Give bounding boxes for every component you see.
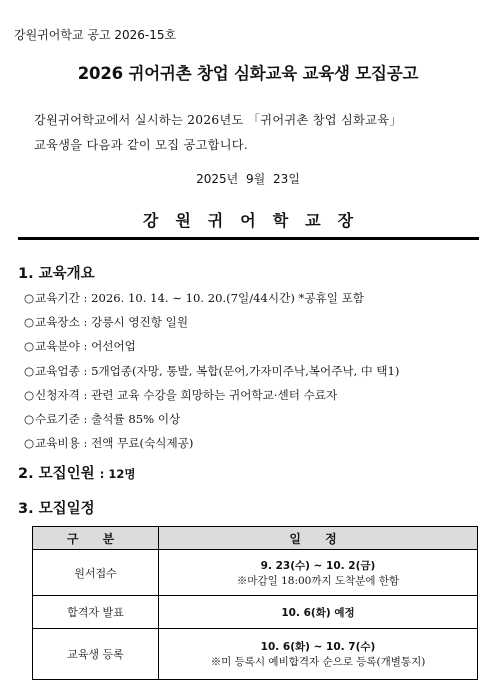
schedule-date: 9. 23(수) ~ 10. 2(금) [260, 559, 376, 572]
bullet-icon: ○ [24, 436, 35, 451]
bullet-icon: ○ [24, 315, 35, 330]
schedule-table [32, 526, 478, 680]
bullet-icon: ○ [24, 363, 35, 378]
list-item [24, 385, 482, 409]
intro-paragraph [34, 108, 480, 158]
schedule-date: 10. 6(화) ~ 10. 7(수) [260, 641, 376, 653]
notice-number: 강원귀어학교 공고 2026-15호 [14, 28, 177, 42]
table-header-row [33, 527, 478, 550]
list-item [24, 433, 482, 457]
list-item-text: 수료기준 : 출석률 85% 이상 [35, 411, 181, 426]
row-label: 교육생 등록 [33, 629, 159, 680]
list-item-text: 교육업종 : 5개업종(자망, 통발, 복합(문어,가자미주낙,복어주낙, 中 택1) [35, 363, 400, 378]
column-header-schedule: 일 정 [159, 527, 478, 550]
row-label: 합격자 발표 [33, 596, 159, 629]
schedule-note: ※미 등록시 예비합격자 순으로 등록(개별통지) [210, 656, 426, 668]
section-title: 2. 모집인원 [18, 466, 95, 482]
list-item [24, 312, 482, 336]
bullet-icon: ○ [24, 411, 35, 426]
page-title: 2026 귀어귀촌 창업 심화교육 교육생 모집공고 [77, 64, 419, 83]
section-heading-overview: 1. 교육개요 [18, 266, 95, 282]
list-item-text: 교육비용 : 전액 무료(숙식제공) [35, 436, 194, 451]
intro-line-1: 강원귀어학교에서 실시하는 2026년도 「귀어귀촌 창업 심화교육」 [34, 113, 402, 127]
row-schedule [159, 550, 478, 596]
intro-line-2: 교육생을 다음과 같이 모집 공고합니다. [34, 138, 249, 152]
section-heading-recruitment [18, 462, 135, 483]
list-item [24, 361, 482, 385]
row-schedule [159, 629, 478, 680]
row-label: 원서접수 [33, 550, 159, 596]
table-row [33, 596, 478, 629]
announcement-date: 2025년 9월 23일 [196, 172, 300, 186]
overview-list [24, 288, 482, 457]
list-item-text: 신청자격 : 관련 교육 수강을 희망하는 귀어학교·센터 수료자 [35, 387, 338, 402]
bullet-icon: ○ [24, 387, 35, 402]
divider-rule [18, 237, 479, 240]
bullet-icon: ○ [24, 291, 35, 305]
list-item-text: 교육장소 : 강릉시 영진항 일원 [35, 315, 189, 330]
schedule-date: 10. 6(화) 예정 [281, 606, 355, 619]
signer-name: 강원귀어학교장 [142, 211, 371, 230]
list-item-text: 교육기간 : 2026. 10. 14. ∼ 10. 20.(7일/44시간) *공휴일 포함 [35, 291, 365, 305]
section-heading-schedule: 3. 모집일정 [18, 501, 95, 517]
table-row [33, 629, 478, 680]
list-item [24, 336, 482, 360]
column-header-category: 구 분 [33, 527, 159, 550]
schedule-note: ※마감일 18:00까지 도착분에 한함 [236, 574, 400, 587]
list-item [24, 409, 482, 433]
list-item [24, 288, 482, 312]
bullet-icon: ○ [24, 339, 35, 354]
list-item-text: 교육분야 : 어선어업 [35, 339, 136, 354]
table-row [33, 550, 478, 596]
recruitment-count: : 12명 [99, 467, 136, 481]
row-schedule [159, 596, 478, 629]
